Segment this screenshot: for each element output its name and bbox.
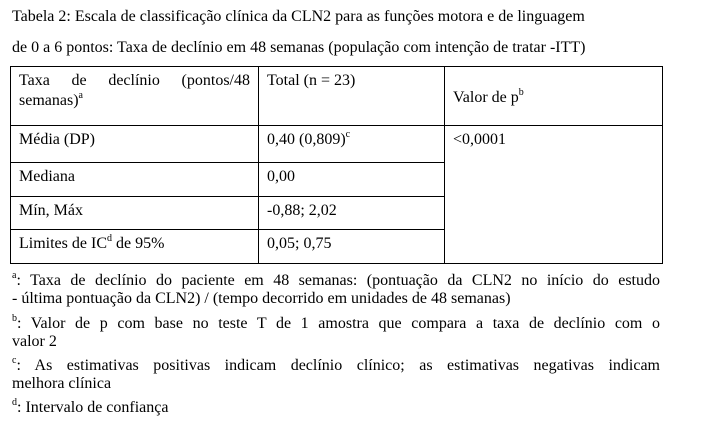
- header-rate-line-2: [19, 89, 83, 109]
- header-cell-total: Total (n = 23): [259, 67, 445, 126]
- footnote-b-line-2: valor 2: [12, 333, 57, 350]
- header-p-text: Valor de p: [453, 89, 519, 106]
- row-value-mean: [259, 126, 445, 163]
- footnote-a: [12, 269, 660, 308]
- footnote-a-line-1: [12, 269, 660, 290]
- row-value-median: 0,00: [259, 163, 445, 197]
- footnote-mark-a: a: [12, 269, 17, 281]
- footnote-b: [12, 312, 660, 351]
- footnote-d: [12, 396, 660, 417]
- footnote-ref-b: b: [518, 86, 524, 98]
- footnote-b-text-1: : Valor de p com base no teste T de 1 amostra que compara a taxa de declínio com o: [17, 315, 660, 332]
- footnote-ref-a: a: [78, 89, 83, 101]
- header-cell-p-value: [445, 67, 663, 126]
- ci-label-pre: Limites de IC: [19, 235, 107, 252]
- footnote-a-line-2: - última pontuação da CLN2) / (tempo decorrido em unidades de 48 semanas): [12, 290, 511, 307]
- footnote-b-line-1: [12, 312, 660, 333]
- header-rate-line-1: Taxa de declínio (pontos/48: [19, 72, 250, 89]
- decline-rate-table: [10, 66, 663, 264]
- footnote-mark-b: b: [12, 312, 17, 324]
- table-caption-line-1: Tabela 2: Escala de classificação clínica da CLN2 para as funções motora e de linguagem: [12, 8, 585, 25]
- row-label-mean: Média (DP): [11, 126, 259, 163]
- ci-label-post: de 95%: [111, 235, 165, 252]
- footnote-c-line-1: [12, 354, 660, 375]
- mean-value-text: 0,40 (0,809): [267, 131, 346, 148]
- footnote-ref-d: d: [106, 232, 112, 244]
- row-value-min-max: -0,88; 2,02: [259, 197, 445, 230]
- table-caption-line-2: de 0 a 6 pontos: Taxa de declínio em 48 semanas (população com intenção de tratar -ITT): [12, 39, 586, 56]
- header-cell-rate: [11, 67, 259, 126]
- header-rate-text: semanas): [19, 92, 79, 109]
- footnote-mark-c: c: [12, 354, 17, 366]
- table-header-row: [11, 67, 663, 126]
- footnote-ref-c: c: [345, 128, 351, 140]
- row-value-ci: 0,05; 0,75: [259, 230, 445, 264]
- row-label-median: Mediana: [11, 163, 259, 197]
- table-row: [11, 126, 663, 163]
- footnote-d-text-1: : Intervalo de confiança: [17, 399, 169, 416]
- row-label-ci: [11, 230, 259, 264]
- footnote-d-line-1: [12, 396, 169, 416]
- footnote-c-line-2: melhora clínica: [12, 375, 112, 392]
- footnote-mark-d: d: [12, 396, 17, 408]
- footnote-a-text-1: : Taxa de declínio do paciente em 48 semanas: (pontuação da CLN2 no início do estudo: [16, 272, 660, 289]
- row-label-min-max: Mín, Máx: [11, 197, 259, 230]
- footnote-c-text-1: : As estimativas positivas indicam declínio clínico; as estimativas negativas indicam: [16, 357, 660, 374]
- p-value-cell: <0,0001: [445, 126, 663, 264]
- footnote-c: [12, 354, 660, 393]
